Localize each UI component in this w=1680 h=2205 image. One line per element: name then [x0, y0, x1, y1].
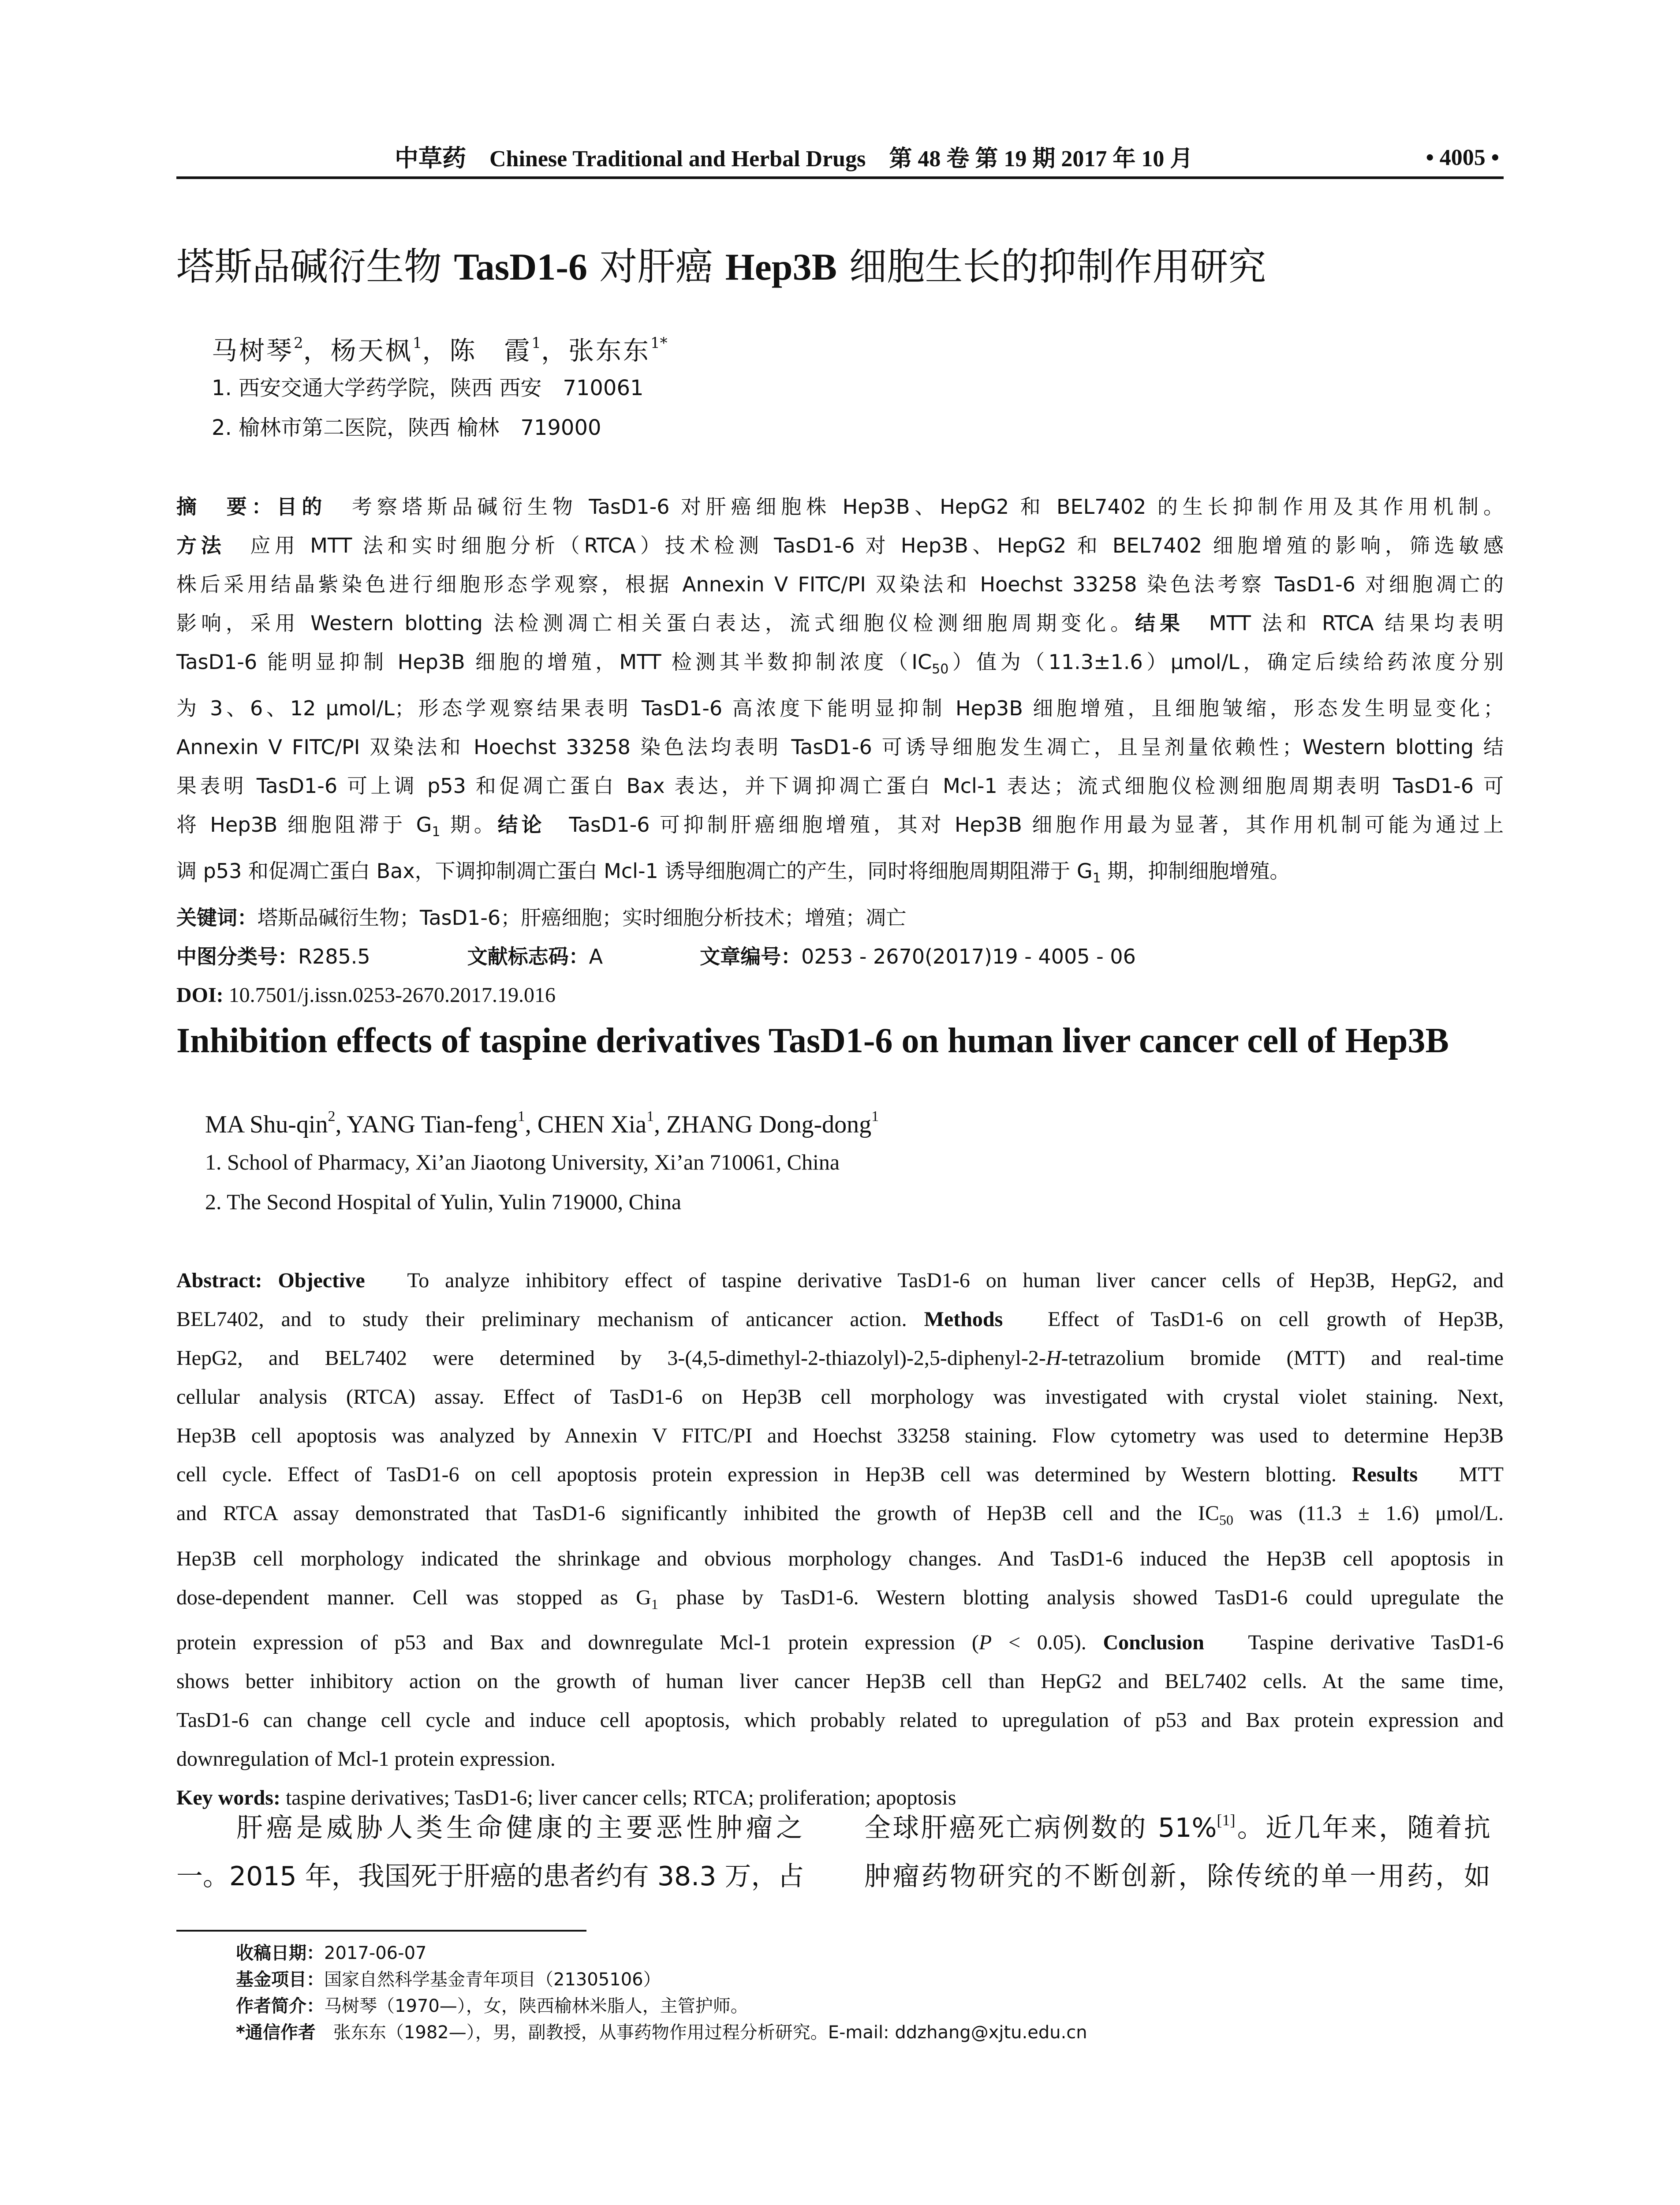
- abstract-text: BEL7402, and to study their preliminary mechanism of anticancer action.: [176, 1308, 907, 1331]
- chinese-abstract: [176, 487, 1504, 1015]
- footnote-received: [236, 1940, 426, 1966]
- author-name: , ZHANG Dong-dong: [654, 1111, 872, 1138]
- body-text: 一。2015 年，我国死于肝癌的患者约有 38.3 万，占: [176, 1861, 804, 1892]
- chinese-affiliation-1: 1. 西安交通大学药学院，陕西 西安 710061: [212, 376, 644, 400]
- abstract-text: < 0.05).: [992, 1631, 1086, 1655]
- abstract-text: 株后采用结晶紫染色进行细胞形态学观察，根据 Annexin V FITC/PI 双染法和 Hoechst 33258 染色法考察 TasD1-6 对细胞凋亡的: [176, 572, 1504, 596]
- abstract-text: HepG2, and BEL7402 were determined by 3-(4,5-dimethyl-2-thiazolyl)-2,5-diphenyl-2-: [176, 1346, 1046, 1370]
- footnote-label: 基金项目：: [236, 1970, 324, 1990]
- author-name: , CHEN Xia: [525, 1111, 647, 1138]
- abstract-text: -tetrazolium bromide (MTT) and real-time: [1061, 1346, 1504, 1370]
- abstract-text: ）值为（11.3±1.6）μmol/L，确定后续给药浓度分别: [948, 650, 1504, 674]
- article-number-label: 文章编号：: [700, 944, 802, 968]
- subscript: 1: [1092, 871, 1101, 886]
- author-affil-mark: 1: [517, 1108, 525, 1125]
- footnote-label: 收稿日期：: [236, 1943, 324, 1963]
- author-name: 陈 霞: [449, 336, 532, 366]
- footnote-label: *通信作者: [236, 2022, 316, 2043]
- subscript: 1: [432, 824, 441, 840]
- keywords-label: Key words:: [176, 1786, 280, 1810]
- title-part: TasD1-6: [454, 246, 588, 288]
- author-affil-mark: 1*: [650, 334, 668, 352]
- subscript: 50: [932, 662, 949, 677]
- chinese-title: [176, 238, 1504, 295]
- abstract-text: cellular analysis (RTCA) assay. Effect of TasD1-6 on Hep3B cell morphology was investigated with crystal violet staining. Next,: [176, 1385, 1504, 1409]
- title-part: 细胞生长的抑制作用研究: [836, 245, 1266, 289]
- italic-h: H: [1045, 1346, 1061, 1370]
- author-name: 杨天枫: [330, 336, 413, 366]
- subscript: 50: [1219, 1512, 1233, 1528]
- keywords-label: 关键词：: [176, 905, 258, 930]
- abstract-label: 摘 要：: [176, 495, 277, 519]
- italic-p: P: [978, 1631, 992, 1655]
- author-affil-mark: 1: [531, 334, 541, 352]
- doc-code-value: A: [589, 944, 603, 968]
- abstract-text: 期，抑制细胞增殖。: [1101, 859, 1290, 883]
- body-text: 肿瘤药物研究的不断创新，除传统的单一用药，如: [864, 1861, 1490, 1892]
- abstract-text: 为 3、6、12 μmol/L；形态学观察结果表明 TasD1-6 高浓度下能明显抑制 Hep3B 细胞增殖，且细胞皱缩，形态发生明显变化；: [176, 696, 1504, 721]
- footnote-text: 马树琴（1970—），女，陕西榆林米脂人，主管护师。: [324, 1996, 748, 2016]
- abstract-text: TasD1-6 可抑制肝癌细胞增殖，其对 Hep3B 细胞作用最为显著，其作用机制可能为通过上: [545, 813, 1504, 837]
- chinese-affiliation-2: 2. 榆林市第二医院，陕西 榆林 719000: [212, 415, 601, 440]
- abstract-text: phase by TasD1-6. Western blotting analysis showed TasD1-6 could upregulate the: [658, 1585, 1504, 1609]
- abstract-text: 果表明 TasD1-6 可上调 p53 和促凋亡蛋白 Bax 表达，并下调抑凋亡蛋白 Mcl-1 表达；流式细胞仪检测细胞周期表明 TasD1-6 可: [176, 774, 1504, 798]
- author-affil-mark: 1: [412, 334, 422, 352]
- chinese-authors: 马树琴$^2$，杨天枫$^1$，陈 霞$^1$，张东东$^{1*}$: [212, 334, 668, 366]
- english-title: Inhibition effects of taspine derivatives TasD1-6 on human liver cancer cell of Hep3B: [176, 1021, 1449, 1060]
- footnote-text: 2017-06-07: [324, 1943, 427, 1963]
- body-right-column: [864, 1804, 1490, 1901]
- footnote-author-bio: [236, 1993, 748, 2019]
- header-rule: [176, 176, 1504, 179]
- author-name: 张东东: [568, 336, 651, 366]
- abstract-text: Hep3B cell apoptosis was analyzed by Annexin V FITC/PI and Hoechst 33258 staining. Flow cytometry was used to determine Hep3B: [176, 1424, 1504, 1447]
- body-text: 全球肝癌死亡病例数的 51%: [864, 1813, 1217, 1843]
- english-affiliation-2: 2. The Second Hospital of Yulin, Yulin 719000, China: [205, 1189, 682, 1214]
- title-part: Hep3B: [725, 246, 837, 288]
- author-name: 马树琴: [212, 336, 294, 366]
- author-name: MA Shu-qin: [205, 1111, 328, 1138]
- abstract-text: TasD1-6 能明显抑制 Hep3B 细胞的增殖，MTT 检测其半数抑制浓度（IC: [176, 650, 932, 674]
- footnote-label: 作者简介：: [236, 1996, 324, 2016]
- english-authors: [205, 1102, 879, 1147]
- objective-label: 目的: [276, 495, 327, 519]
- clc-value: R285.5: [298, 944, 370, 968]
- footnote-correspondence: [236, 2020, 1087, 2045]
- results-label: 结果: [1135, 611, 1184, 635]
- abstract-text: Effect of TasD1-6 on cell growth of Hep3B,: [1003, 1308, 1504, 1331]
- author-affil-mark: 1: [871, 1108, 879, 1125]
- title-part: 塔斯品碱衍生物: [176, 245, 454, 289]
- abstract-label: Abstract: Objective: [176, 1269, 365, 1292]
- body-text: 肝癌是威胁人类生命健康的主要恶性肿瘤之: [176, 1813, 803, 1843]
- english-abstract: [176, 1261, 1504, 1817]
- journal-issue: 第 48 卷 第 19 期 2017 年 10 月: [889, 146, 1193, 172]
- abstract-text: Annexin V FITC/PI 双染法和 Hoechst 33258 染色法均表明 TasD1-6 可诱导细胞发生凋亡，且呈剂量依赖性；Western blotting 结: [176, 735, 1504, 759]
- journal-brand: 中草药: [395, 144, 466, 172]
- abstract-text: MTT 法和 RTCA 结果均表明: [1184, 611, 1504, 635]
- abstract-text: protein expression of p53 and Bax and downregulate Mcl-1 protein expression (: [176, 1631, 979, 1655]
- abstract-text: shows better inhibitory action on the growth of human liver cancer Hep3B cell than HepG2 and BEL7402 cells. At the same time,: [176, 1670, 1504, 1693]
- clc-label: 中图分类号：: [176, 944, 298, 968]
- keywords-text: taspine derivatives; TasD1-6; liver cancer cells; RTCA; proliferation; apoptosis: [280, 1786, 956, 1810]
- abstract-text: 期。: [440, 813, 498, 837]
- author-affil-mark: 2: [294, 334, 303, 352]
- article-number-value: 0253 - 2670(2017)19 - 4005 - 06: [801, 944, 1136, 968]
- body-left-column: [176, 1804, 803, 1901]
- abstract-text: was (11.3 ± 1.6) μmol/L.: [1233, 1502, 1504, 1525]
- citation-ref[interactable]: [1]: [1217, 1811, 1236, 1829]
- author-affil-mark: 1: [646, 1108, 654, 1125]
- abstract-text: Taspine derivative TasD1-6: [1204, 1631, 1504, 1655]
- running-header: [176, 140, 1504, 176]
- subscript: 1: [651, 1596, 658, 1612]
- author-affil-mark: 2: [328, 1108, 336, 1125]
- abstract-text: dose-dependent manner. Cell was stopped as G: [176, 1585, 651, 1609]
- abstract-text: Hep3B cell morphology indicated the shrinkage and obvious morphology changes. And TasD1-6 induced the Hep3B cell apoptosis in: [176, 1547, 1504, 1570]
- abstract-text: 影响，采用 Western blotting 法检测凋亡相关蛋白表达，流式细胞仪检测细胞周期变化。: [176, 611, 1135, 635]
- methods-label: Methods: [924, 1308, 1003, 1331]
- author-name: , YANG Tian-feng: [335, 1111, 518, 1138]
- results-label: Results: [1351, 1463, 1418, 1486]
- footnote-funding: [236, 1967, 661, 1992]
- methods-label: 方法: [176, 534, 226, 557]
- doc-code-label: 文献标志码：: [467, 944, 589, 968]
- keywords-text: 塔斯品碱衍生物；TasD1-6；肝癌细胞；实时细胞分析技术；增殖；凋亡: [258, 905, 907, 930]
- abstract-text: To analyze inhibitory effect of taspine derivative TasD1-6 on human liver cancer cells of Hep3B, HepG2, and: [365, 1269, 1504, 1292]
- journal-name: Chinese Traditional and Herbal Drugs: [489, 146, 866, 172]
- body-text: 。近几年来，随着抗: [1235, 1813, 1490, 1843]
- doi-label: DOI:: [176, 983, 224, 1007]
- conclusion-label: 结论: [497, 813, 545, 837]
- title-part: 对肝癌: [587, 245, 725, 289]
- footnote-text: 国家自然科学基金青年项目（21305106）: [324, 1970, 661, 1990]
- abstract-text: and RTCA assay demonstrated that TasD1-6 significantly inhibited the growth of Hep3B cell and the IC: [176, 1502, 1219, 1525]
- footnote-text: 张东东（1982—），男，副教授，从事药物作用过程分析研究。E-mail: ddzhang@xjtu.edu.cn: [315, 2022, 1087, 2043]
- english-affiliation-1: 1. School of Pharmacy, Xi’an Jiaotong University, Xi’an 710061, China: [205, 1150, 840, 1174]
- abstract-text: MTT: [1418, 1463, 1504, 1486]
- conclusion-label: Conclusion: [1103, 1631, 1204, 1655]
- footnote-rule: [176, 1930, 586, 1932]
- doi-value[interactable]: 10.7501/j.issn.0253-2670.2017.19.016: [223, 983, 556, 1007]
- abstract-text: 应用 MTT 法和实时细胞分析（RTCA）技术检测 TasD1-6 对 Hep3B、HepG2 和 BEL7402 细胞增殖的影响，筛选敏感: [225, 534, 1504, 557]
- abstract-text: 将 Hep3B 细胞阻滞于 G: [176, 813, 432, 837]
- abstract-text: TasD1-6 can change cell cycle and induce cell apoptosis, which probably related to upregulation of p53 and Bax protein expression and: [176, 1708, 1504, 1732]
- page-number: • 4005 •: [1426, 145, 1499, 170]
- abstract-text: 考察塔斯品碱衍生物 TasD1-6 对肝癌细胞株 Hep3B、HepG2 和 BEL7402 的生长抑制作用及其作用机制。: [327, 495, 1504, 519]
- abstract-text: 调 p53 和促凋亡蛋白 Bax，下调抑制凋亡蛋白 Mcl-1 诱导细胞凋亡的产生，同时将细胞周期阻滞于 G: [176, 859, 1093, 883]
- abstract-text: cell cycle. Effect of TasD1-6 on cell apoptosis protein expression in Hep3B cell was determined by Western blotting.: [176, 1463, 1337, 1486]
- abstract-text: downregulation of Mcl-1 protein expression.: [176, 1747, 556, 1771]
